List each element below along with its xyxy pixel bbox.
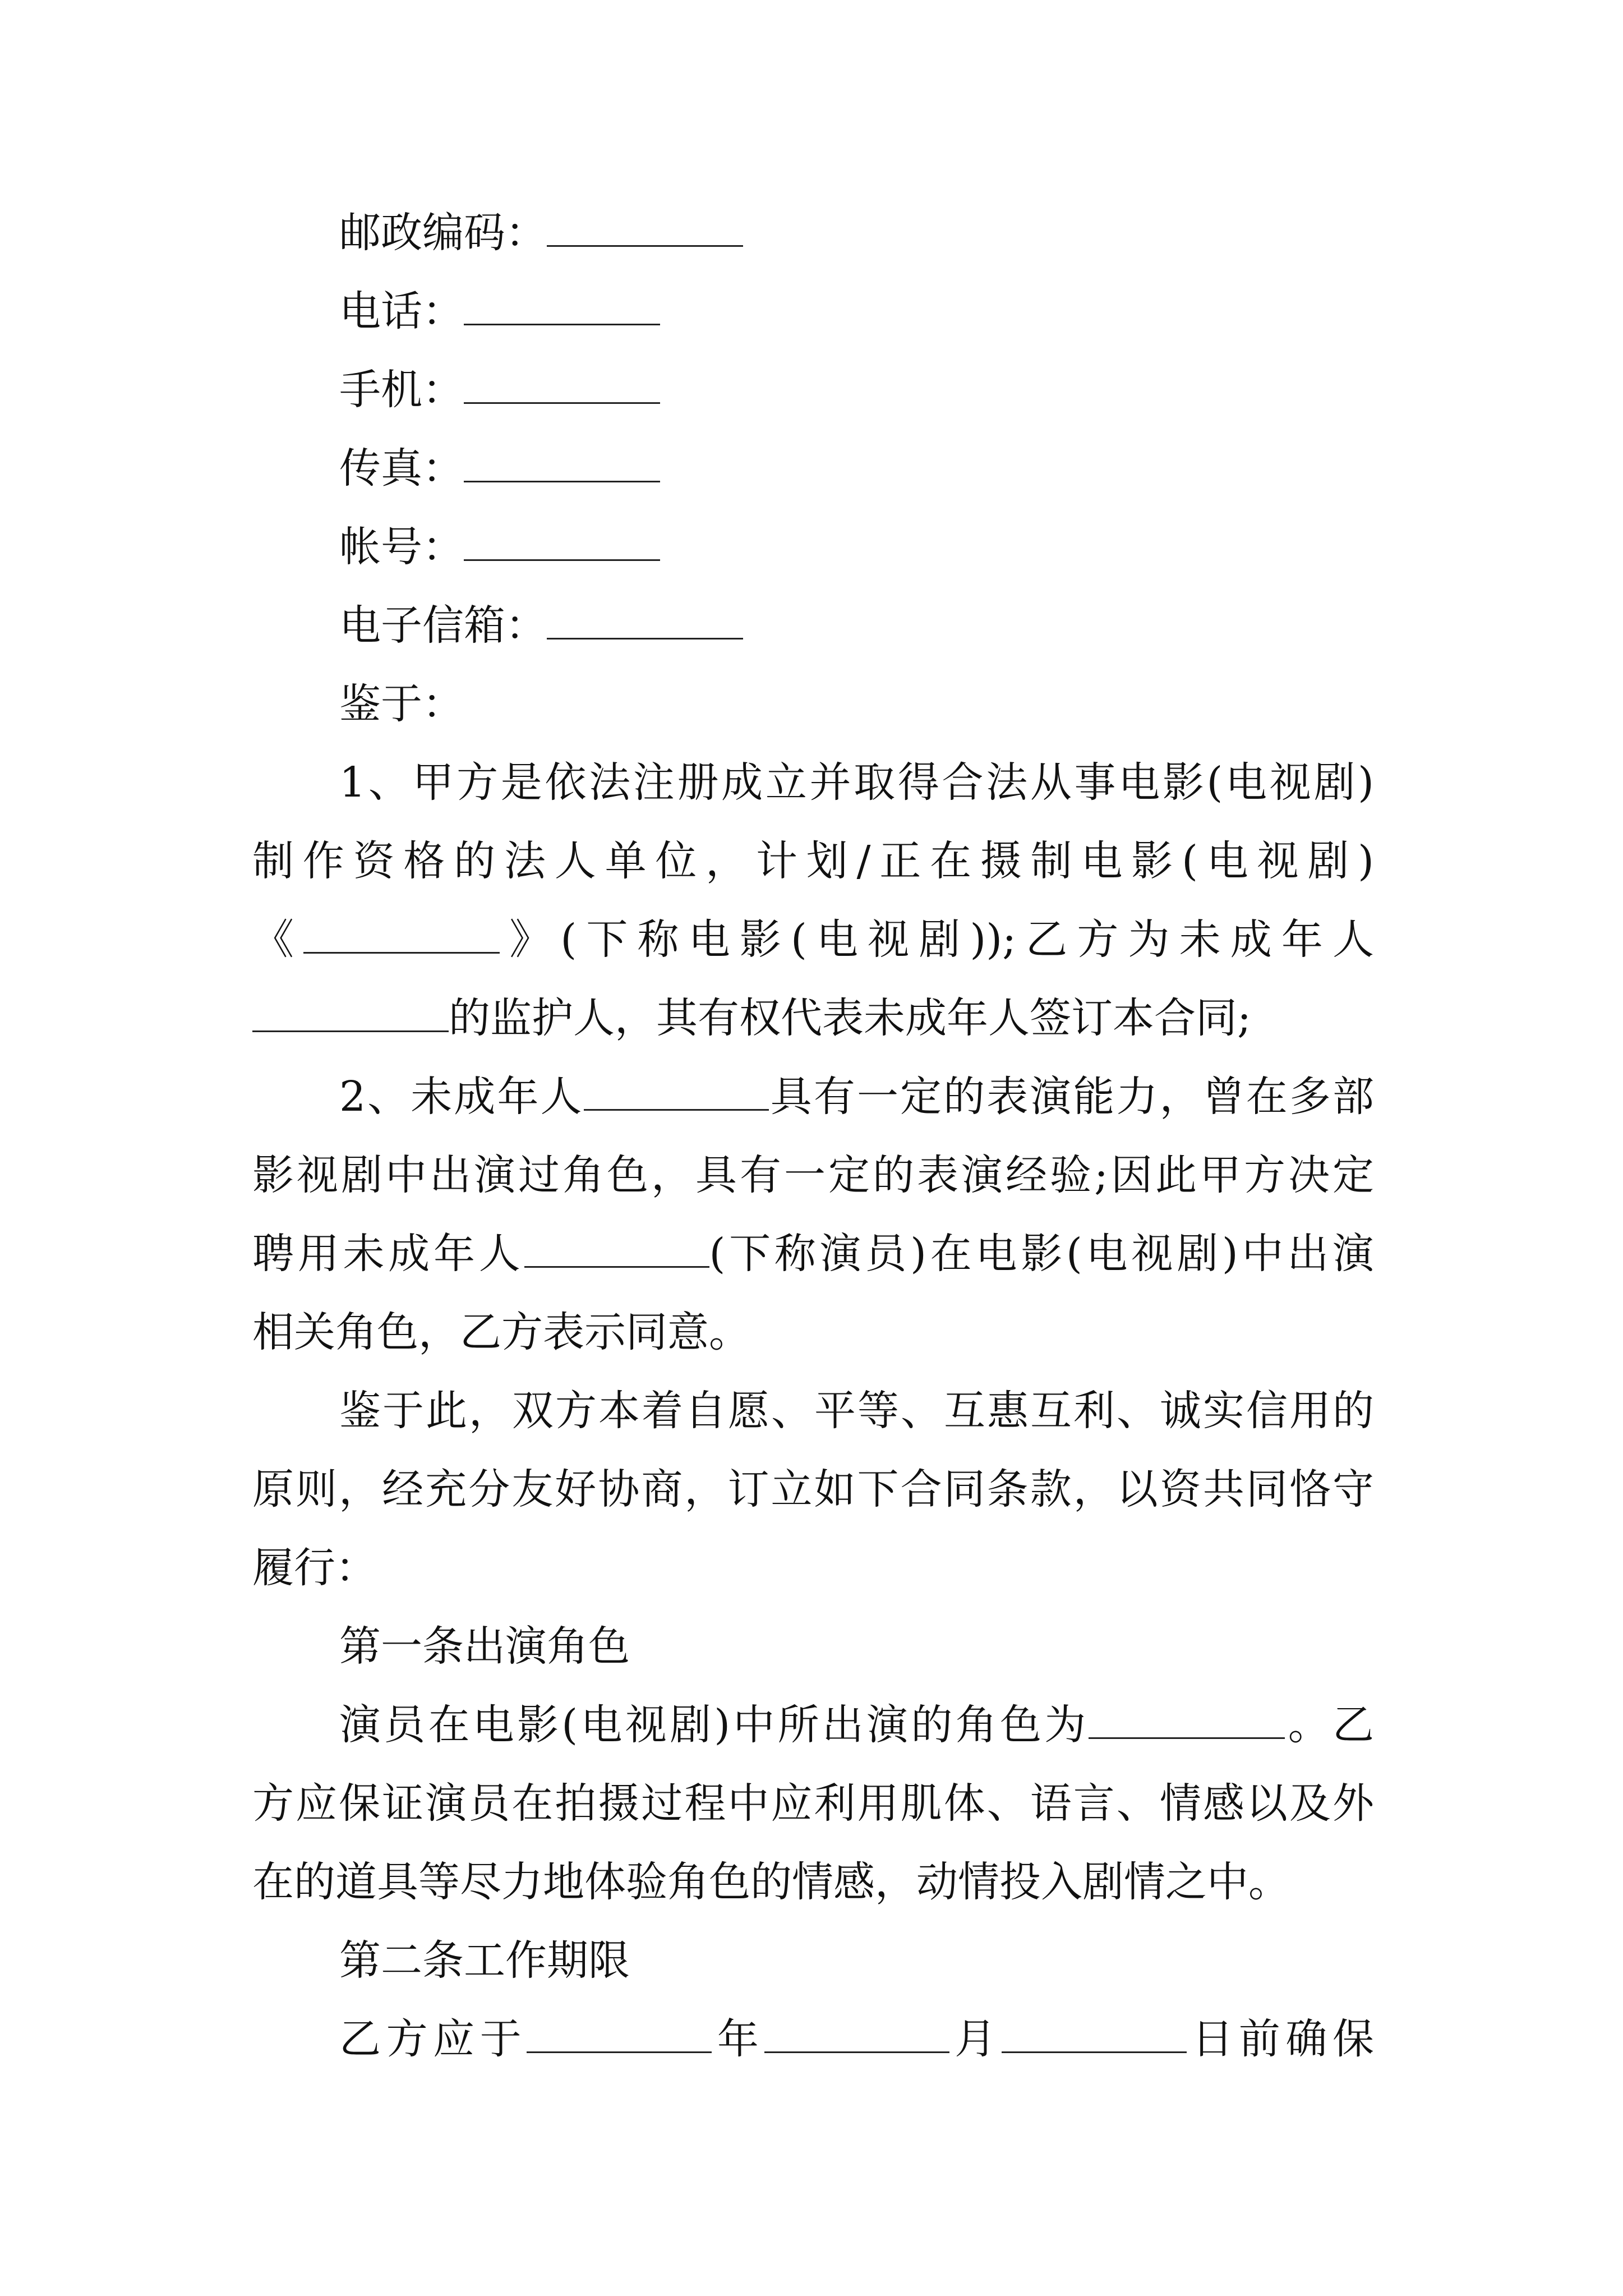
article1-line1 <box>339 1694 1374 1756</box>
agreement-line1: 鉴于此，双方本着自愿、平等、互惠互利、诚实信用的 <box>339 1387 1374 1435</box>
text-segment: 演员在电影(电视剧)中所出演的角色为 <box>339 1701 1089 1749</box>
article1-line3: 在的道具等尽力地体验角色的情感，动情投入剧情之中。 <box>252 1858 1290 1906</box>
clause2-line1 <box>339 1066 1374 1128</box>
text-segment: 。乙 <box>1285 1701 1374 1749</box>
blank-line <box>547 214 743 247</box>
field-label: 帐号： <box>339 523 464 571</box>
field-label: 电子信箱： <box>339 601 547 650</box>
text-segment: 日前确保 <box>1186 2015 1375 2063</box>
article1-line2: 方应保证演员在拍摄过程中应利用肌体、语言、情感以及外 <box>252 1779 1374 1828</box>
text-segment: 乙方应于 <box>339 2015 527 2063</box>
blank-line <box>527 2020 712 2053</box>
field-label: 传真： <box>339 444 464 493</box>
blank-line <box>1002 2020 1187 2053</box>
field-label: 电话： <box>339 287 464 335</box>
account-field <box>339 516 1374 578</box>
text-segment: 聘用未成年人 <box>252 1230 524 1278</box>
postal-code-field <box>339 202 1374 264</box>
clause1-line2: 制作资格的法人单位，计划/正在摄制电影(电视剧) <box>252 837 1374 885</box>
clause1-line1: 1、甲方是依法注册成立并取得合法从事电影(电视剧) <box>339 758 1374 807</box>
text-segment: 《 <box>252 915 304 964</box>
blank-line <box>547 606 743 639</box>
clause1-line3 <box>252 909 1374 970</box>
article1-title: 第一条出演角色 <box>339 1622 630 1671</box>
text-segment: (下称演员)在电影(电视剧)中出演 <box>709 1230 1375 1278</box>
text-segment: 年 <box>712 2015 764 2063</box>
clause1-line4 <box>252 987 1374 1049</box>
text-segment: 2、未成年人 <box>339 1073 584 1121</box>
fax-field <box>339 438 1374 499</box>
blank-line <box>303 921 500 954</box>
text-segment: 》(下称电影(电视剧));乙方为未成年人 <box>500 915 1374 964</box>
article2-title: 第二条工作期限 <box>339 1936 630 1985</box>
blank-line <box>464 528 660 561</box>
blank-line <box>584 1078 769 1111</box>
mobile-field <box>339 359 1374 421</box>
blank-line <box>1089 1706 1285 1739</box>
email-field <box>339 595 1374 656</box>
whereas-heading: 鉴于： <box>339 680 464 728</box>
phone-field <box>339 280 1374 342</box>
blank-line <box>252 999 449 1032</box>
agreement-line3: 履行： <box>252 1544 377 1592</box>
article2-line1 <box>339 2008 1374 2070</box>
blank-line <box>764 2020 949 2053</box>
field-label: 邮政编码： <box>339 209 547 257</box>
clause2-line3 <box>252 1223 1374 1285</box>
field-label: 手机： <box>339 366 464 414</box>
blank-line <box>524 1235 709 1268</box>
blank-line <box>464 449 660 482</box>
blank-line <box>464 371 660 404</box>
agreement-line2: 原则，经充分友好协商，订立如下合同条款，以资共同恪守 <box>252 1465 1374 1513</box>
text-segment: 的监护人，其有权代表未成年人签订本合同; <box>449 994 1251 1042</box>
text-segment: 具有一定的表演能力，曾在多部 <box>768 1073 1374 1121</box>
blank-line <box>464 292 660 325</box>
clause2-line2: 影视剧中出演过角色，具有一定的表演经验;因此甲方决定 <box>252 1151 1374 1199</box>
clause2-line4: 相关角色，乙方表示同意。 <box>252 1308 750 1356</box>
text-segment: 月 <box>949 2015 1002 2063</box>
